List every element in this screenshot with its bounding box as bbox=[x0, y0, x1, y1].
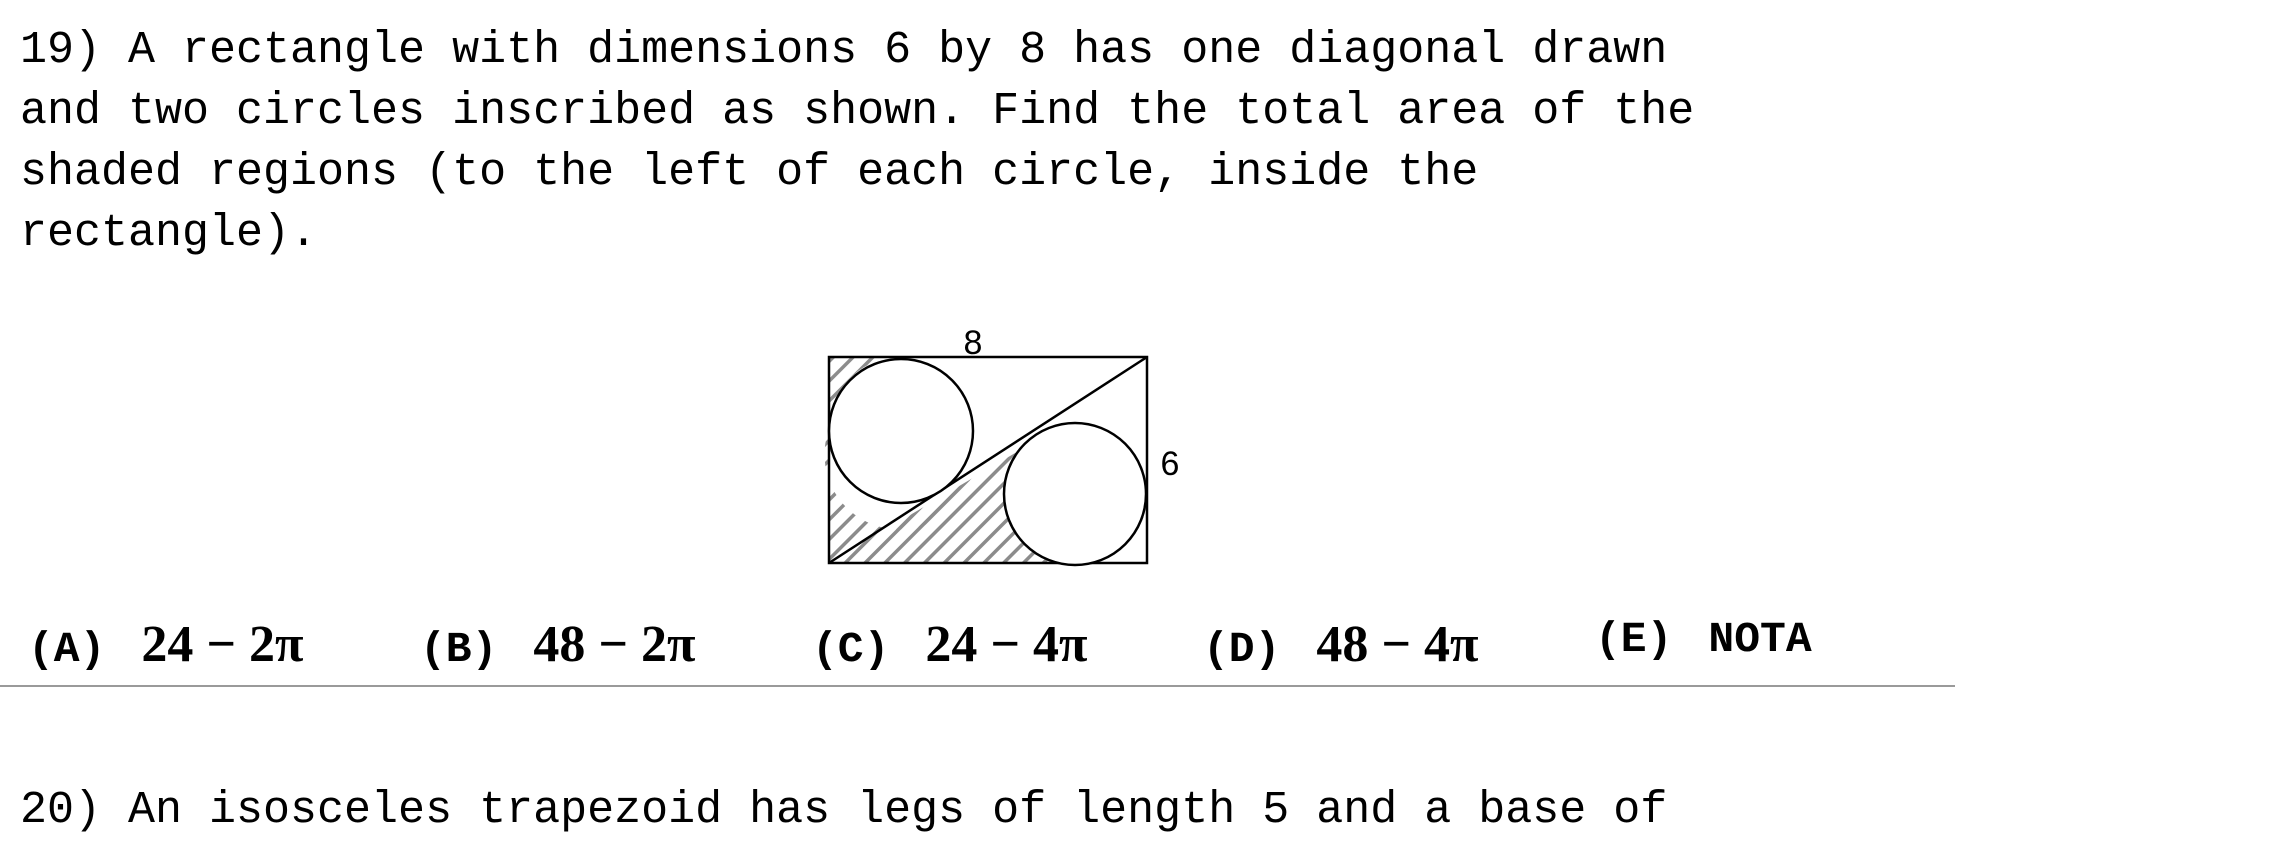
choice-e-value: NOTA bbox=[1708, 615, 1812, 664]
choice-e-letter: (E) bbox=[1595, 615, 1673, 664]
choice-d-letter: (D) bbox=[1203, 625, 1281, 674]
answer-choices bbox=[28, 615, 1928, 695]
width-label: 8 bbox=[963, 324, 983, 362]
choice-b-letter: (B) bbox=[420, 625, 498, 674]
next-question-text: 20) An isosceles trapezoid has legs of length 5 and a base of bbox=[20, 785, 1668, 836]
choice-c-letter: (C) bbox=[812, 625, 890, 674]
choice-e[interactable] bbox=[1595, 615, 1812, 664]
choice-c[interactable] bbox=[812, 615, 1088, 674]
choice-b-value: 48 − 2π bbox=[533, 616, 696, 673]
question-line-2: and two circles inscribed as shown. Find the total area of the bbox=[20, 86, 1695, 137]
inscribed-circle-lower bbox=[1004, 423, 1146, 565]
inscribed-circle-upper bbox=[829, 359, 973, 503]
choice-a-letter: (A) bbox=[28, 625, 106, 674]
question-line-3: shaded regions (to the left of each circle, inside the bbox=[20, 147, 1479, 198]
question-divider bbox=[0, 685, 1955, 687]
choice-c-value: 24 − 4π bbox=[925, 616, 1088, 673]
choice-a[interactable] bbox=[28, 615, 304, 674]
question-line-4: rectangle). bbox=[20, 208, 318, 259]
choice-d[interactable] bbox=[1203, 615, 1479, 674]
question-line-1: 19) A rectangle with dimensions 6 by 8 has one diagonal drawn bbox=[20, 25, 1668, 76]
choice-a-value: 24 − 2π bbox=[141, 616, 304, 673]
height-label: 6 bbox=[1160, 445, 1180, 483]
choice-d-value: 48 − 4π bbox=[1316, 616, 1479, 673]
choice-b[interactable] bbox=[420, 615, 696, 674]
